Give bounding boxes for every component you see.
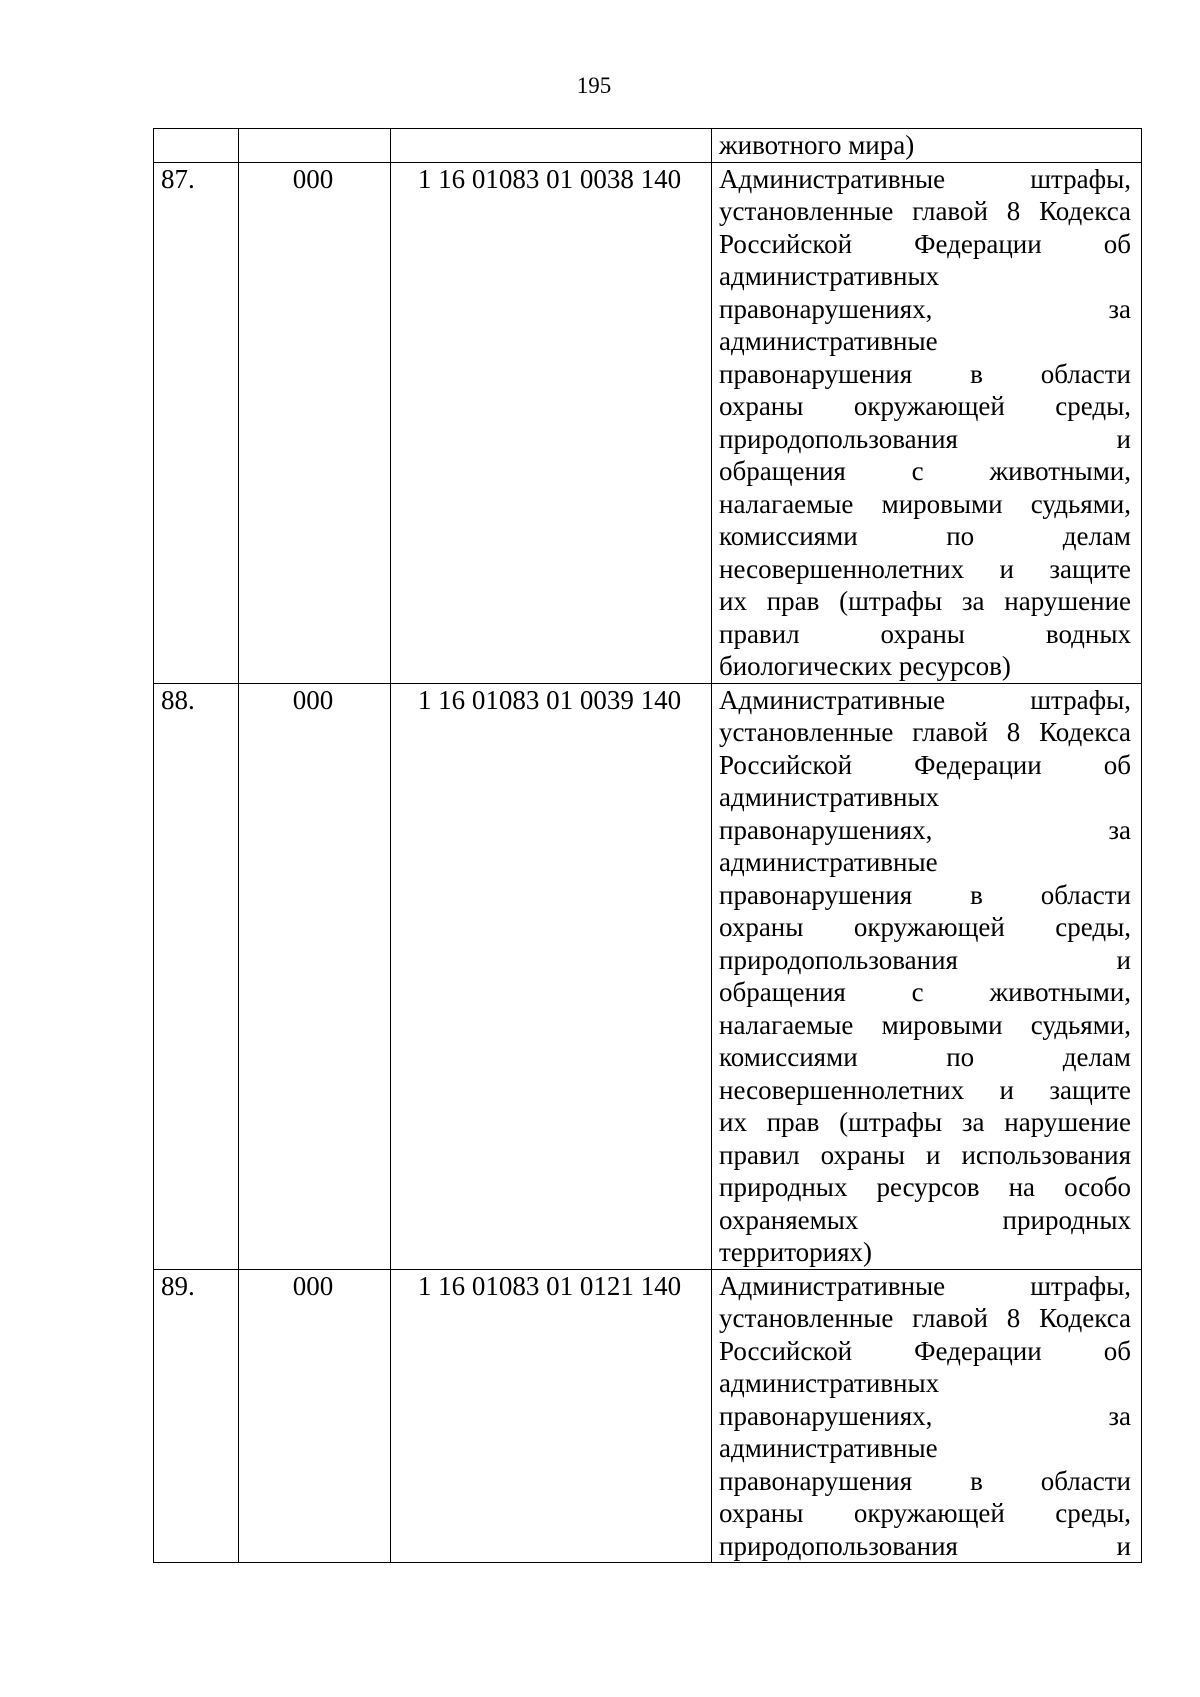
description-line: охраняемых природных [719,1204,1131,1235]
description-line: правонарушения в области [719,1465,1131,1496]
description-cell [712,129,1142,163]
budget-codes-table [153,128,1142,1563]
table-row [154,1269,1142,1563]
description-line: Административные штрафы, [719,163,1131,194]
table-row [154,683,1142,1269]
budget-classification-code-cell: 1 16 01083 01 0039 140 [391,683,712,1269]
page-number: 195 [576,73,612,98]
administrator-code-cell: 000 [239,1269,391,1563]
description-line: правонарушения в области [719,879,1131,910]
administrator-code-cell: 000 [239,162,391,683]
row-number-cell: 88. [154,683,239,1269]
description-line: Российской Федерации об [719,749,1131,780]
description-line: комиссиями по делам [719,521,1131,551]
description-line: обращения с животными, [719,977,1131,1007]
row-number-cell: 89. [154,1269,239,1563]
description-line: Российской Федерации об [719,1335,1131,1366]
description-line: природопользования и [719,1530,1131,1561]
description-line: охраны окружающей среды, [719,1498,1131,1528]
budget-classification-code-cell [391,129,712,163]
description-line: правонарушениях, за [719,814,1131,845]
description-line: правонарушениях, за [719,1400,1131,1431]
administrator-code-cell: 000 [239,683,391,1269]
row-number-cell [154,129,239,163]
description-cell [712,162,1142,683]
description-line: Административные штрафы, [719,1270,1131,1301]
description-line: административных [719,782,940,812]
description-line: административных [719,1368,940,1398]
description-line: налагаемые мировыми судьями, [719,1009,1131,1040]
description-line: правонарушения в области [719,358,1131,389]
description-line: установленные главой 8 Кодекса [719,1303,1131,1333]
description-line: несовершеннолетних и защите [719,553,1131,584]
description-line: территориях) [719,1237,873,1267]
description-line: природопользования и [719,944,1131,975]
description-line: правонарушениях, за [719,293,1131,324]
description-line: охраны окружающей среды, [719,912,1131,942]
administrator-code-cell [239,129,391,163]
description-line: административные [719,326,938,356]
description-line: установленные главой 8 Кодекса [719,196,1131,226]
description-line: правил охраны и использования [719,1139,1131,1170]
description-line: природных ресурсов на особо [719,1172,1131,1202]
table-row [154,129,1142,163]
description-line: установленные главой 8 Кодекса [719,717,1131,747]
budget-classification-code-cell: 1 16 01083 01 0038 140 [391,162,712,683]
description-line: охраны окружающей среды, [719,391,1131,421]
table-row [154,162,1142,683]
description-cell [712,1269,1142,1563]
description-line: природопользования и [719,423,1131,454]
table-body [154,129,1142,1563]
description-line: административные [719,1433,938,1463]
description-line: Административные штрафы, [719,684,1131,715]
description-line: животного мира) [719,130,915,160]
description-line: административных [719,261,940,291]
description-line: обращения с животными, [719,456,1131,486]
description-line: правил охраны водных [719,618,1131,649]
description-line: налагаемые мировыми судьями, [719,488,1131,519]
row-number-cell: 87. [154,162,239,683]
description-line: комиссиями по делам [719,1042,1131,1072]
description-line: их прав (штрафы за нарушение [719,586,1131,616]
description-line: Российской Федерации об [719,228,1131,259]
description-line: их прав (штрафы за нарушение [719,1107,1131,1137]
description-line: биологических ресурсов) [719,651,1011,681]
description-cell [712,683,1142,1269]
budget-classification-code-cell: 1 16 01083 01 0121 140 [391,1269,712,1563]
description-line: административные [719,847,938,877]
description-line: несовершеннолетних и защите [719,1074,1131,1105]
